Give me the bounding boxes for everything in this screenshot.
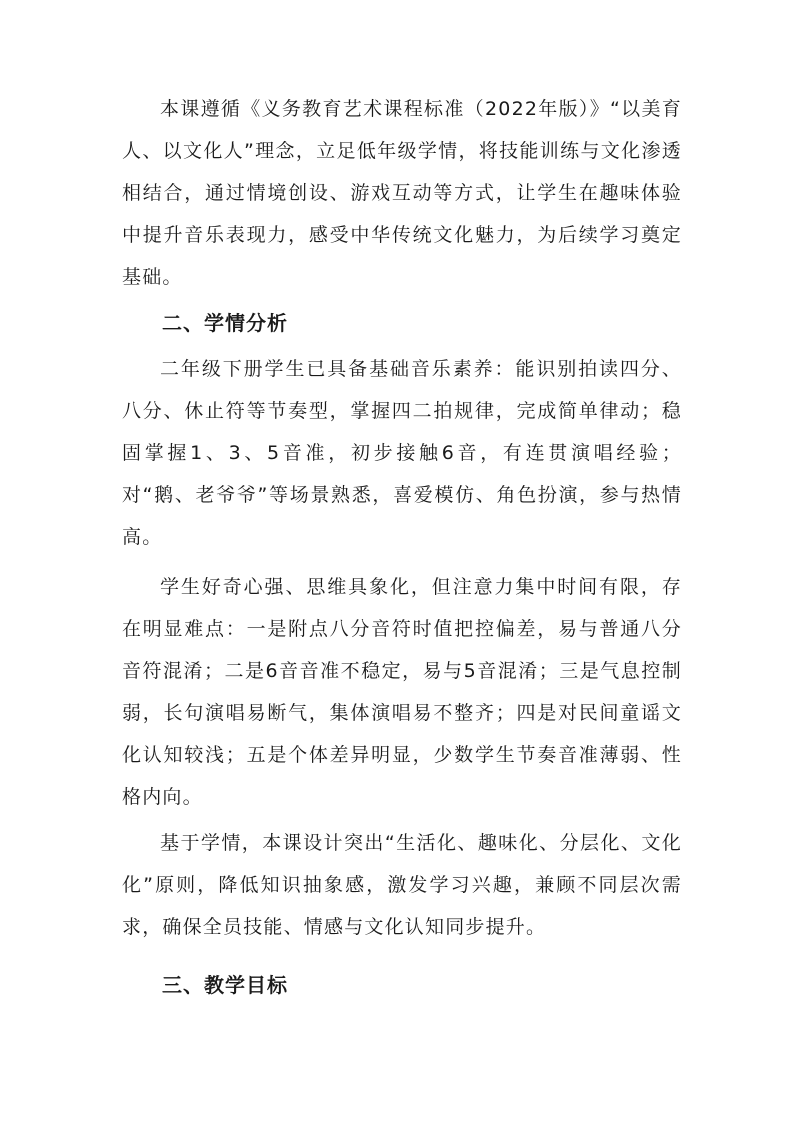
section-heading-teaching-objectives: 三、教学目标 bbox=[162, 973, 288, 997]
paragraph-analysis-1: 二年级下册学生已具备基础音乐素养：能识别拍读四分、八分、休止符等节奏型，掌握四二拍规律，完成简单律动；稳固掌握1、3、5音准，初步接触6音，有连贯演唱经验；对“鹅、老爷爷”等场景熟悉，喜爱模仿、角色扮演，参与热情高。 bbox=[122, 358, 682, 548]
paragraph-analysis-3: 基于学情，本课设计突出“生活化、趣味化、分层化、文化化”原则，降低知识抽象感，激发学习兴趣，兼顾不同层次需求，确保全员技能、情感与文化认知同步提升。 bbox=[122, 832, 682, 938]
spacer bbox=[122, 558, 682, 566]
spacer bbox=[122, 948, 682, 964]
document-body bbox=[122, 88, 682, 1006]
paragraph-analysis-2: 学生好奇心强、思维具象化，但注意力集中时间有限，存在明显难点：一是附点八分音符时值把控偏差，易与普通八分音符混淆；二是6音音准不稳定，易与5音混淆；三是气息控制弱，长句演唱易断气，集体演唱易不整齐；四是对民间童谣文化认知较浅；五是个体差异明显，少数学生节奏音准薄弱、性格内向。 bbox=[122, 576, 682, 808]
paragraph-intro: 本课遵循《义务教育艺术课程标准（2022年版）》“以美育人、以文化人”理念，立足低年级学情，将技能训练与文化渗透相结合，通过情境创设、游戏互动等方式，让学生在趣味体验中提升音乐表现力，感受中华传统文化魅力，为后续学习奠定基础。 bbox=[122, 98, 682, 288]
section-heading-learning-analysis: 二、学情分析 bbox=[162, 311, 288, 335]
